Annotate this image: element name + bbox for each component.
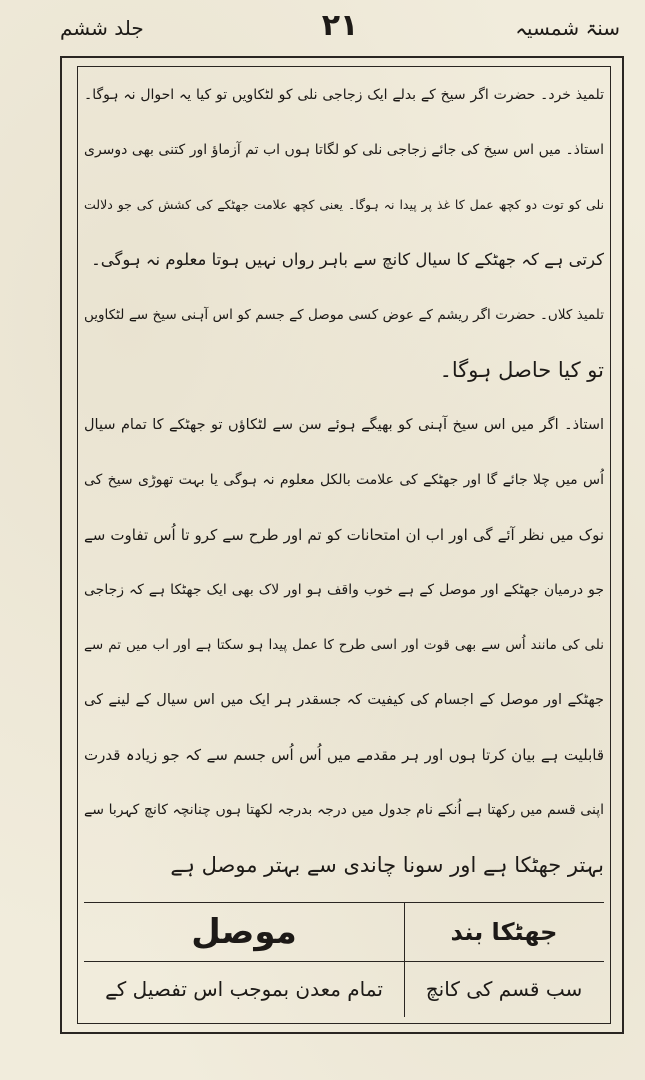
body-text — [84, 72, 604, 902]
text-line: نوک میں نظر آئے گی اور اب ان امتحانات کو تم اور طرح سے کرو تا اُس تفاوت سے — [84, 526, 604, 544]
text-line: تلمیذ خرد۔ حضرت اگر سیخ کے بدلے ایک زجاجی نلی کو لٹکاویں تو کیا یہ احوال نہ ہوگا۔ — [84, 87, 604, 103]
text-line: استاذ۔ اگر میں اس سیخ آہنی کو بھیگے ہوئے سن سے لٹکاؤں تو جھٹکے کا تمام سیال — [84, 417, 604, 433]
table-cell-conductor: تمام معدن بموجب اس تفصیل کے — [105, 977, 383, 1001]
page-header — [60, 6, 620, 54]
text-line: تو کیا حاصل ہوگا۔ — [439, 358, 604, 382]
classification-table — [84, 902, 604, 1016]
text-line: جھٹکے اور موصل کے اجسام کی کیفیت کہ جسقدر ہر ایک میں اس سیال کے لینے کی — [84, 692, 604, 708]
text-line: اُس میں چلا جائے گا اور جھٹکے کی علامت بالکل معلوم نہ ہوگی یا بہت تھوڑی سیخ کی — [84, 472, 604, 488]
text-line: نلی کی مانند اُس سے بھی قوت اور اسی طرح کا عمل پیدا ہو سکتا ہے اور اب میں تم سے — [84, 637, 604, 653]
table-header-conductor: موصل — [191, 912, 297, 952]
table-cell-insulator: سب قسم کی کانچ — [425, 977, 583, 1001]
text-line: کرتی ہے کہ جھٹکے کا سیال کانچ سے باہر رواں نہیں ہوتا معلوم نہ ہوگی۔ — [91, 250, 604, 269]
header-volume: جلد ششم — [60, 16, 144, 40]
text-line: نلی کو توت دو کچھ عمل کا غذ پر پیدا نہ ہوگا۔ یعنی کچھ علامت جھٹکے کی کشش کی جو دلالت — [84, 197, 604, 212]
header-book-title: سنۃ شمسیہ — [515, 16, 620, 40]
text-line: جو درمیان جھٹکے اور موصل کے ہے خوب واقف ہو اور لاک بھی ایک جھٹکا ہے کہ زجاجی — [84, 582, 604, 598]
page-number: ۲۱ — [321, 8, 359, 43]
table-header-insulator: جھٹکا بند — [450, 918, 558, 946]
text-line: اپنی قسم میں رکھتا ہے اُنکے نام جدول میں درجہ بدرجہ لکھتا ہوں چنانچہ کانچ کہربا سے — [84, 802, 604, 818]
text-line: استاذ۔ میں اس سیخ کی جائے زجاجی نلی کو لگاتا ہوں اب تم آزماؤ اور کتنی بھی دوسری — [84, 142, 604, 158]
text-line: قابلیت ہے بیان کرتا ہوں اور ہر مقدمے میں اُس اُس جسم سے کہ جو زیادہ قدرت — [84, 746, 604, 764]
text-line: بہتر جھٹکا ہے اور سونا چاندی سے بہتر موصل ہے — [170, 853, 604, 877]
text-line: تلمیذ کلاں۔ حضرت اگر ریشم کے عوض کسی موصل کے جسم کو اس آہنی سیخ سے لٹکاویں — [84, 307, 604, 323]
